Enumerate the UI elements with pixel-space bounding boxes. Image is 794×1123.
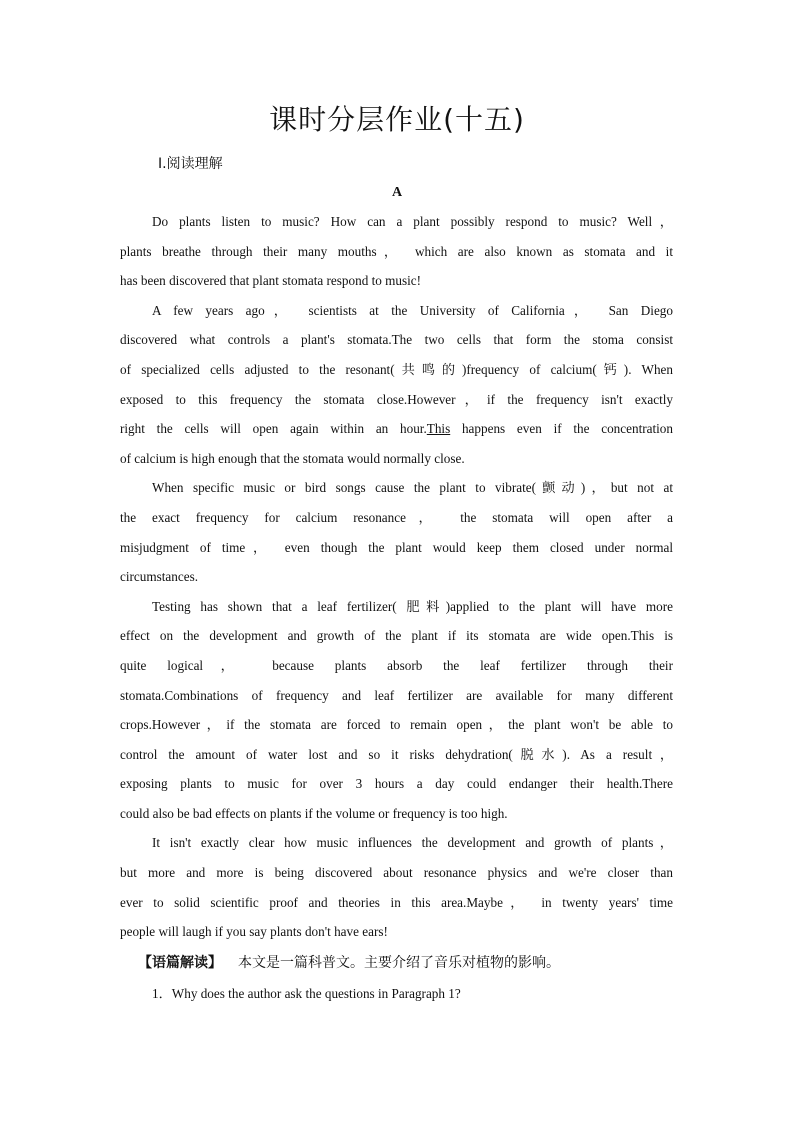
line-head: right the cells will open again within an hour.: [120, 421, 427, 437]
text-line: people will laugh if you say plants don't have ears!: [120, 924, 388, 940]
text-line: ever to solid scientific proof and theories in this area.Maybe， in twenty years' time: [120, 894, 673, 910]
text-line: discovered what controls a plant's stomata.The two cells that form the stoma consist: [120, 332, 673, 348]
text-line: exposing plants to music for over 3 hours a day could endanger their health.There: [120, 776, 673, 792]
text-line: plants breathe through their many mouths， which are also known as stomata and it: [120, 243, 673, 259]
text-line: Do plants listen to music? How can a plant possibly respond to music? Well，: [152, 214, 673, 229]
underlined-word: This: [426, 421, 451, 437]
text-line: A few years ago， scientists at the University of California， San Diego: [152, 302, 673, 318]
text-line: exposed to this frequency the stomata close.However，if the frequency isn't exactly: [120, 391, 673, 407]
text-line: circumstances.: [120, 569, 198, 585]
page-title: 课时分层作业(十五): [269, 103, 525, 136]
text-line: crops.However，if the stomata are forced to remain open，the plant won't be able to: [120, 717, 673, 733]
passage-body: [120, 207, 673, 947]
text-line: of specialized cells adjusted to the resonant(共鸣的)frequency of calcium(钙). When: [120, 361, 673, 377]
text-line: misjudgment of time， even though the plant would keep them closed under normal: [120, 539, 673, 555]
note-tag: 【语篇解读】: [138, 955, 222, 971]
text-line: the exact frequency for calcium resonance， the stomata will open after a: [120, 509, 673, 525]
text-line: could also be bad effects on plants if the volume or frequency is too high.: [120, 805, 508, 821]
text-line: Testing has shown that a leaf fertilizer( 肥料)applied to the plant will have more: [152, 598, 673, 614]
text-line: stomata.Combinations of frequency and leaf fertilizer are available for many different: [120, 687, 673, 703]
text-line: When specific music or bird songs cause the plant to vibrate(颤动)，but not at: [152, 480, 673, 496]
text-line: quite logical， because plants absorb the leaf fertilizer through their: [120, 657, 673, 673]
note-text: 本文是一篇科普文。主要介绍了音乐对植物的影响。: [238, 955, 560, 971]
text-line-with-underline: [120, 414, 673, 444]
text-line: It isn't exactly clear how music influences the development and growth of plants，: [152, 835, 673, 851]
text-line: has been discovered that plant stomata respond to music!: [120, 273, 422, 289]
question-1: 1．Why does the author ask the questions in Paragraph 1?: [152, 986, 461, 1001]
line-tail: happens even if the concentration: [450, 421, 673, 437]
text-line: but more and more is being discovered about resonance physics and we're closer than: [120, 865, 673, 881]
section-heading: Ⅰ.阅读理解: [158, 156, 223, 172]
text-line: control the amount of water lost and so it risks dehydration(脱水). As a result，: [120, 746, 673, 762]
passage-analysis-note: [138, 952, 560, 972]
text-line: of calcium is high enough that the stomata would normally close.: [120, 450, 465, 466]
text-line: effect on the development and growth of the plant if its stomata are wide open.This is: [120, 628, 673, 644]
passage-label: A: [391, 185, 403, 200]
